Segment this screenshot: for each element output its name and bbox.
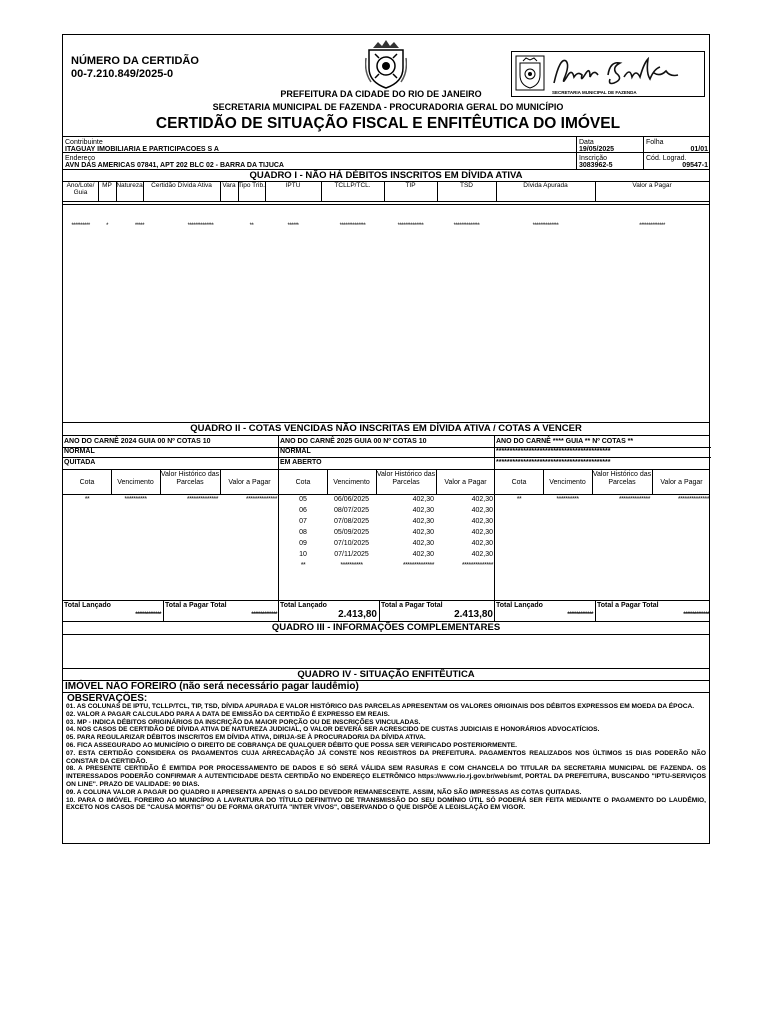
quadro1-cell: ************** bbox=[453, 223, 480, 229]
block-separator bbox=[495, 457, 711, 458]
quadro1-cell: ************** bbox=[397, 223, 424, 229]
cod-lograd-value: 09547-1 bbox=[682, 162, 708, 169]
quadro2-col-header: Vencimento bbox=[333, 479, 370, 486]
block-line2: EM ABERTO bbox=[280, 459, 322, 466]
observacoes-list bbox=[66, 703, 706, 812]
quadro1-title: QUADRO I - NÃO HÁ DÉBITOS INSCRITOS EM DÍVIDA ATIVA bbox=[249, 170, 523, 181]
quadro2-col-header: Cota bbox=[511, 479, 527, 486]
block-line2: ****************************************** bbox=[496, 459, 611, 466]
quadro2-cell: ************** bbox=[245, 496, 277, 503]
quadro1-col-header: Natureza bbox=[116, 182, 143, 189]
quadro2-cell: 10 bbox=[299, 551, 307, 558]
quadro2-cell: 402,30 bbox=[412, 496, 434, 503]
observacao-item: 02. VALOR A PAGAR CALCULADO PARA A DATA DE EMISSÃO DA CERTIDÃO É EXPRESSO EM REAIS. bbox=[66, 710, 390, 718]
quadro1-cell: ************** bbox=[532, 223, 559, 229]
quadro2-cell: 402,30 bbox=[471, 507, 493, 514]
quadro2-cell: 402,30 bbox=[471, 496, 493, 503]
quadro2-cell: 402,30 bbox=[471, 540, 493, 547]
total-lancado-label: Total Lançado bbox=[280, 602, 327, 609]
secretaria-name: SECRETARIA MUNICIPAL DE FAZENDA - PROCURADORIA GERAL DO MUNICÍPIO bbox=[212, 102, 564, 112]
quadro2-col-header: Valor Histórico das Parcelas bbox=[160, 471, 220, 486]
quadro1-col-header: Vara bbox=[222, 182, 236, 189]
observacao-item: 09. A COLUNA VALOR A PAGAR DO QUADRO II APRESENTA APENAS O SALDO DEVEDOR REMANESCENTE. ASSIM, NÃO SÃO IMPRESSAS AS COTAS QUITADAS. bbox=[66, 788, 582, 796]
quadro2-col-header: Valor a Pagar bbox=[228, 479, 271, 486]
page-title: CERTIDÃO DE SITUAÇÃO FISCAL E ENFITÊUTICA DO IMÓVEL bbox=[155, 115, 621, 132]
block-separator bbox=[63, 447, 279, 448]
observacoes-title: OBSERVAÇÕES: bbox=[67, 693, 148, 704]
quadro2-cell: 402,30 bbox=[471, 551, 493, 558]
quadro2-cell: 05 bbox=[299, 496, 307, 503]
quadro2-cell: ************** bbox=[402, 562, 434, 569]
observacao-item: 05. PARA REGULARIZAR DÉBITOS INSCRITOS EM DÍVIDA ATIVA, DIRIJA-SE À PROCURADORIA DA DÍVIDA ATIVA. bbox=[66, 734, 426, 742]
total-lancado-value: ************** bbox=[567, 612, 593, 618]
quadro2-cell: 09 bbox=[299, 540, 307, 547]
total-pagar-value: ************** bbox=[251, 612, 277, 618]
observacao-item: 04. NOS CASOS DE CERTIDÃO DE DÍVIDA ATIVA DE NATUREZA JUDICIAL, O VALOR DEVERÁ SER ACRESCIDO DE CUSTAS JUDICIAIS E HONORÁRIOS ADVOCATÍCIOS. bbox=[66, 726, 600, 734]
quadro1-cell: ****** bbox=[287, 223, 299, 229]
quadro2-col-header: Cota bbox=[79, 479, 95, 486]
inscricao-value: 3083962-5 bbox=[579, 162, 613, 169]
quadro2-col-header: Vencimento bbox=[549, 479, 586, 486]
observacao-item: 08. A PRESENTE CERTIDÃO É EMITIDA POR PROCESSAMENTO DE DADOS E SÓ SERÁ VÁLIDA SEM RASURAS E COM CHANCELA DO TITULAR DA SECRETARIA MUNICIPAL DE FAZENDA. OS INTERESSADOS PODERÃO CONFIRMAR A AUTENTICIDADE DESTA CERTIDÃO NO ENDEREÇO ELETRÔNICO https://www.rio.rj.gov.br/web/smf, PORTAL DA PREFEITURA, BUSCANDO "IPTU-SERVIÇOS ON LINE". PRAZO DE VALIDADE: 90 DIAS. bbox=[66, 765, 706, 788]
signature-icon bbox=[550, 53, 702, 91]
total-pagar-value: 2.413,80 bbox=[454, 609, 493, 620]
quadro1-cell: ************** bbox=[339, 223, 366, 229]
quadro4-title: QUADRO IV - SITUAÇÃO ENFITÊUTICA bbox=[297, 669, 475, 680]
quadro2-cell: 402,30 bbox=[471, 529, 493, 536]
quadro2-title: QUADRO II - COTAS VENCIDAS NÃO INSCRITAS EM DÍVIDA ATIVA / COTAS A VENCER bbox=[190, 423, 582, 434]
stamp-signature-box bbox=[511, 51, 705, 97]
quadro1-cell: ************** bbox=[187, 223, 214, 229]
quadro1-col-header: Valor a Pagar bbox=[632, 182, 672, 189]
block-separator bbox=[279, 457, 495, 458]
endereco-label: Endereço bbox=[65, 155, 95, 162]
block-line1: NORMAL bbox=[64, 448, 95, 455]
quadro1-cell: ************** bbox=[639, 223, 665, 229]
quadro2-cell: ********** bbox=[556, 496, 579, 503]
quadro2-cell: 05/09/2025 bbox=[333, 529, 370, 536]
observacao-item: 06. FICA ASSEGURADO AO MUNICÍPIO O DIREITO DE COBRANÇA DE QUALQUER DÉBITO QUE POSSA SER VERIFICADO POSTERIORMENTE. bbox=[66, 741, 517, 749]
quadro2-col-header: Valor Histórico das Parcelas bbox=[376, 471, 436, 486]
total-lancado-value: ************** bbox=[135, 612, 161, 618]
total-lancado-label: Total Lançado bbox=[64, 602, 111, 609]
quadro1-col-header: IPTU bbox=[285, 182, 301, 189]
quadro2-cell: 402,30 bbox=[412, 551, 434, 558]
total-pagar-label: Total a Pagar Total bbox=[597, 602, 659, 609]
cert-number: 00-7.210.849/2025-0 bbox=[71, 68, 174, 80]
quadro2-col-header: Valor a Pagar bbox=[444, 479, 487, 486]
enfiteutica-status: IMÓVEL NÃO FOREIRO (não será necessário pagar laudêmio) bbox=[65, 681, 359, 692]
block-separator bbox=[279, 447, 495, 448]
total-pagar-label: Total a Pagar Total bbox=[165, 602, 227, 609]
quadro2-col-header: Valor a Pagar bbox=[660, 479, 703, 486]
folha-value: 01/01 bbox=[690, 146, 708, 153]
quadro2-cell: 402,30 bbox=[412, 540, 434, 547]
quadro3-title: QUADRO III - INFORMAÇÕES COMPLEMENTARES bbox=[271, 622, 501, 633]
quadro2-cell: 402,30 bbox=[471, 518, 493, 525]
quadro1-col-header: Tipo Trib. bbox=[238, 182, 265, 189]
quadro2-col-header: Vencimento bbox=[117, 479, 154, 486]
quadro1-col-header: TSD bbox=[460, 182, 473, 189]
block-header: ANO DO CARNÊ 2024 GUIA 00 Nº COTAS 10 bbox=[64, 438, 211, 445]
quadro2-cell: 402,30 bbox=[412, 529, 434, 536]
data-value: 19/05/2025 bbox=[579, 146, 615, 153]
quadro1-col-header: Ano/Lote/ Guia bbox=[66, 182, 95, 196]
block-header: ANO DO CARNÊ 2025 GUIA 00 Nº COTAS 10 bbox=[280, 438, 427, 445]
quadro2-cell: ** bbox=[516, 496, 522, 503]
quadro1-cell: ** bbox=[249, 223, 254, 229]
block-separator bbox=[63, 457, 279, 458]
block-separator bbox=[495, 447, 711, 448]
observacao-item: 01. AS COLUNAS DE IPTU, TCLLP/TCL, TIP, TSD, DÍVIDA APURADA E VALOR HISTÓRICO DAS PARCELAS APRESENTAM OS VALORES ORIGINAIS DOS DÉBITOS EXPRESSOS EM MOEDA DA ÉPOCA. bbox=[66, 703, 695, 710]
quadro2-cell: 07/10/2025 bbox=[333, 540, 370, 547]
block-line1: ****************************************** bbox=[496, 448, 611, 455]
quadro2-cell: ** bbox=[300, 562, 306, 569]
quadro2-cell: 402,30 bbox=[412, 507, 434, 514]
quadro2-cell: 08/07/2025 bbox=[333, 507, 370, 514]
cod-lograd-label: Cód. Lograd. bbox=[646, 155, 687, 162]
quadro1-data-row bbox=[63, 223, 709, 233]
rio-coat-of-arms-icon bbox=[365, 38, 407, 90]
contribuinte-value: ITAGUAY IMOBILIARIA E PARTICIPACOES S A bbox=[65, 146, 219, 153]
quadro1-col-header: MP bbox=[102, 182, 112, 189]
observacao-item: 07. ESTA CERTIDÃO CONSIDERA OS PAGAMENTOS CUJA ARRECADAÇÃO JÁ CONSTE NOS REGISTROS DA PREFEITURA. PAGAMENTOS REALIZADOS NOS ÚLTIMOS 15 DIAS PODERÃO NÃO CONSTAR DA CERTIDÃO. bbox=[66, 749, 706, 765]
endereco-value: AVN DAS AMERICAS 07841, APT 202 BLC 02 - BARRA DA TIJUCA bbox=[65, 162, 284, 169]
block-line1: NORMAL bbox=[280, 448, 311, 455]
folha-label: Folha bbox=[646, 139, 664, 146]
quadro2-cell: ************** bbox=[618, 496, 650, 503]
quadro2-cell: ** bbox=[84, 496, 90, 503]
quadro2-cell: ************** bbox=[186, 496, 218, 503]
quadro2-col-header: Cota bbox=[295, 479, 311, 486]
cert-number-label: NÚMERO DA CERTIDÃO bbox=[71, 55, 199, 67]
block-header: ANO DO CARNÊ **** GUIA ** Nº COTAS ** bbox=[496, 438, 634, 445]
total-lancado-label: Total Lançado bbox=[496, 602, 543, 609]
data-label: Data bbox=[579, 139, 594, 146]
quadro1-col-header: TIP bbox=[405, 182, 416, 189]
quadro2-cell: ********** bbox=[124, 496, 147, 503]
quadro1-cell: ********** bbox=[71, 223, 90, 229]
quadro1-col-header: Certidão Dívida Ativa bbox=[151, 182, 212, 189]
block-line2: QUITADA bbox=[64, 459, 96, 466]
stamp-text: SECRETARIA MUNICIPAL DE FAZENDA bbox=[552, 90, 637, 95]
total-pagar-value: ************** bbox=[683, 612, 709, 618]
quadro2-blocks bbox=[63, 435, 709, 621]
quadro2-col-header: Valor Histórico das Parcelas bbox=[592, 471, 652, 486]
quadro1-cell: * bbox=[106, 223, 108, 229]
total-lancado-value: 2.413,80 bbox=[338, 609, 377, 620]
observacao-item: 10. PARA O IMÓVEL FOREIRO AO MUNICÍPIO A LAVRATURA DO TÍTULO DEFINITIVO DE TRANSMISSÃO DO SEU DOMÍNIO ÚTIL SÓ PODERÁ SER FEITA MEDIANTE O PAGAMENTO DO LAUDÊMIO, EXCETO NOS CASOS DE "CAUSA MORTIS" OU DE FORMA GRATUITA "INTER VIVOS", OBSERVANDO O QUE DISPÕE A LEGISLAÇÃO EM VIGOR. bbox=[66, 796, 706, 812]
contribuinte-label: Contribuinte bbox=[65, 139, 103, 146]
quadro1-col-header: Dívida Apurada bbox=[523, 182, 568, 189]
quadro2-cell: 07 bbox=[299, 518, 307, 525]
quadro2-cell: 07/11/2025 bbox=[334, 551, 369, 558]
quadro2-cell: 08 bbox=[299, 529, 307, 536]
quadro1-header-row bbox=[63, 181, 709, 201]
quadro2-cell: 402,30 bbox=[412, 518, 434, 525]
observacao-item: 03. MP - INDICA DÉBITOS ORIGINÁRIOS DA INSCRIÇÃO DA MAIOR PORÇÃO OU DE INSCRIÇÕES VINCULADAS. bbox=[66, 718, 421, 726]
quadro2-cell: 06 bbox=[299, 507, 307, 514]
prefeitura-name: PREFEITURA DA CIDADE DO RIO DE JANEIRO bbox=[280, 89, 482, 99]
quadro2-cell: ************** bbox=[677, 496, 709, 503]
quadro2-cell: 07/08/2025 bbox=[333, 518, 370, 525]
certificate-document bbox=[62, 34, 710, 844]
inscricao-label: Inscrição bbox=[579, 155, 608, 162]
quadro2-cell: ************** bbox=[461, 562, 493, 569]
total-pagar-label: Total a Pagar Total bbox=[381, 602, 443, 609]
quadro1-col-header: TCLLP/TCL. bbox=[334, 182, 371, 189]
quadro2-cell: ********** bbox=[340, 562, 363, 569]
quadro2-cell: 06/06/2025 bbox=[333, 496, 370, 503]
municipal-stamp-icon bbox=[515, 55, 545, 91]
quadro1-cell: ***** bbox=[134, 223, 145, 229]
